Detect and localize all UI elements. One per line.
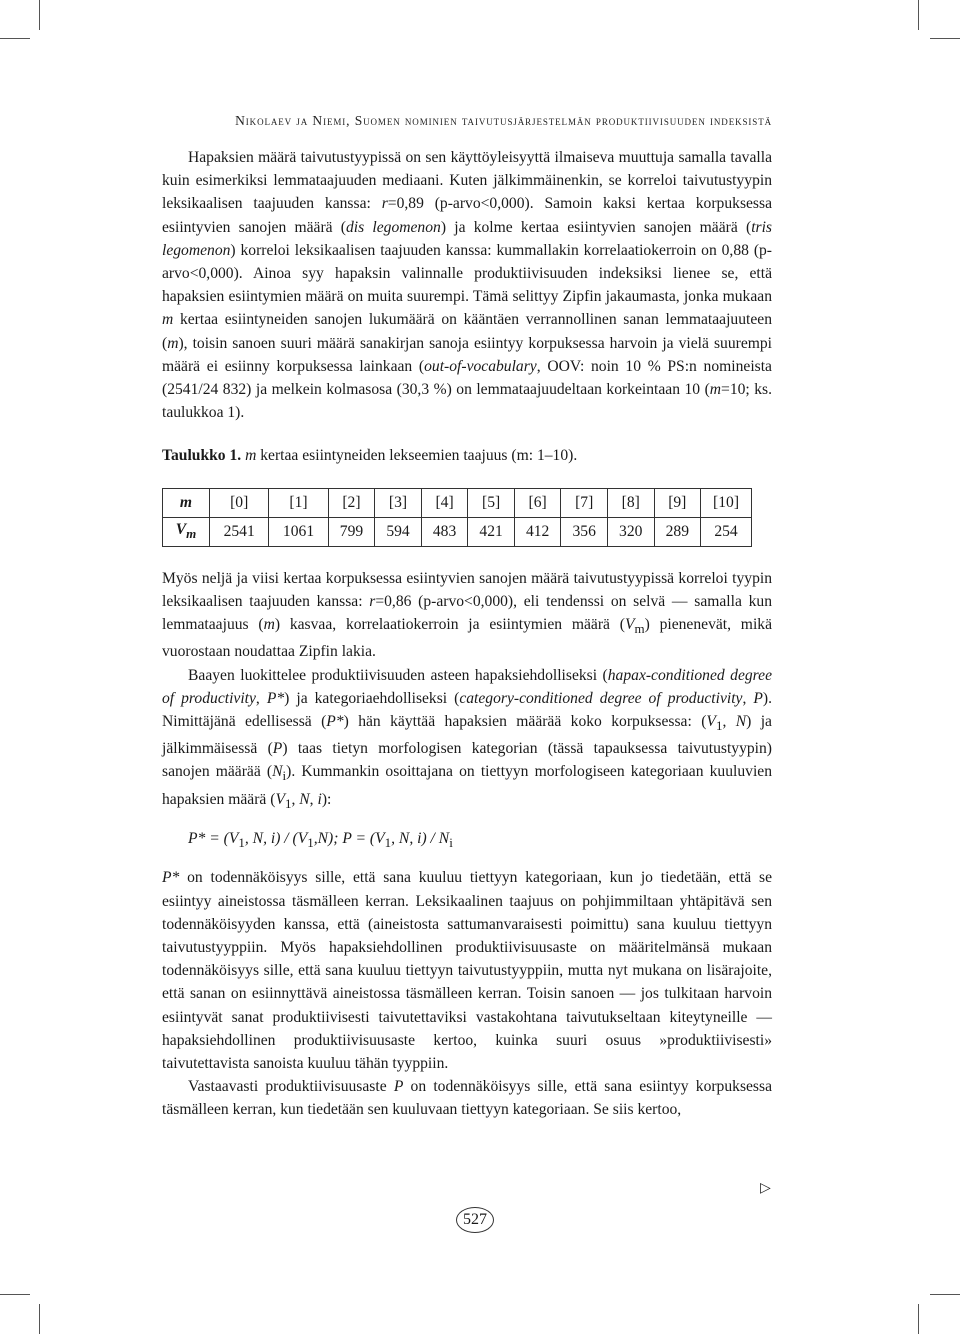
page-number: 527 [456,1207,494,1233]
crop-mark-top-right-v [918,0,919,30]
table-cell: 1061 [269,517,328,546]
table-cell: 356 [561,517,608,546]
paragraph-hapax-correlation: Hapaksien määrä taivutustyypissä on sen käyttöyleisyyttä ilmaiseva muuttuja samalla tavalla kuin esimerkiksi lemmataajuuden mediaani. Kuten jälkimmäinenkin, se korreloi taivutustyypin leksikaalisen taajuuden kanssa: r=0,89 (p-arvo<0,000). Samoin kaksi kertaa korpuksessa esiintyvien sanojen määrä (dis legomenon) ja kolme kertaa esiintyvien sanojen määrä (tris legomenon) korreloi leksikaalisen taajuuden kanssa: kummallakin korrelaatiokerroin on 0,88 (p-arvo<0,000). Ainoa syy hapaksin valinnalle produktiivisuuden indeksiksi lienee se, että hapaksien esiintymien määrä on muita suurempi. Tämä selittyy Zipfin jakaumasta, jonka mukaan m kertaa esiintyneiden sanojen lukumäärä on kääntäen verrannollinen sanan lemmataajuuteen (m), toisin sanoen suuri määrä sanakirjan sanoja esiintyy korpuksessa harvoin ja vielä suurempi määrä ei esiinny korpuksessa lainkaan (out-of-vocabulary, OOV: noin 10 % PS:n nomineista (2541/24 832) ja melkein kolmasosa (30,3 %) on lemmataajuudeltaan korkeintaan 10 (m=10; ks. taulukkoa 1). [162,149,773,422]
table-cell: [8] [607,488,654,517]
paragraph-baayen: Baayen luokittelee produktiivisuuden asteen hapaksiehdolliseksi (hapax-conditioned degree of productivity, P*) ja kategoriaehdolliseksi (category-conditioned degree of productivity, P). Nimittäjänä edellisessä (P*) hän käyttää hapaksien määrää koko korpuksessa: ($V_1$, N) ja jälkimmäisessä (P) taas tietyn morfologisen kategorian (tässä tapauksessa taivutustyypin) sanojen määrää $(N_i)$. Kummankin osoittajana on tiettyyn morfologiseen kategoriaan kuuluvien hapaksien määrä ($V_1$, N, i): [162,666,772,811]
table-cell: 289 [654,517,701,546]
table-row-m [163,488,752,517]
table-caption: Taulukko 1. m kertaa esiintyneiden lekseemien taajuus (m: 1–10). [162,447,578,465]
crop-mark-top-left-h [0,38,30,39]
table-cell: [9] [654,488,701,517]
crop-mark-bottom-right-v [918,1304,919,1334]
crop-mark-top-left-v [39,0,40,30]
table-cell: 421 [468,517,515,546]
table-cell: 254 [701,517,752,546]
formula: $P* = (V_1$, N, $i) / (V_1,N)$; $P = (V_1$, N, $i) / N_i$ [188,830,453,851]
crop-mark-top-right-h [930,38,960,39]
table-cell: 799 [328,517,375,546]
crop-mark-bottom-right-h [930,1294,960,1295]
table-cell: [10] [701,488,752,517]
table-cell: 594 [375,517,422,546]
row-head-m: m [163,488,210,517]
table-cell: 2541 [210,517,269,546]
table-cell: 483 [421,517,468,546]
crop-mark-bottom-left-v [39,1304,40,1334]
table-cell: 412 [514,517,561,546]
table-cell: 320 [607,517,654,546]
table-row-vm [163,517,752,546]
table-cell: [0] [210,488,269,517]
paragraph-pstar-definition: P* on todennäköisyys sille, että sana kuuluu tiettyyn kategoriaan, kun jo tiedetään, että se esiintyy aineistossa täsmälleen kerran. Leksikaalinen taajuus on pohjimmiltaan yhtäpitävä sen todennäköisyyden kanssa, että (aineistosta sattumanvaraisesti poimittu) sana kuuluu tiettyyn taivutustyyppiin. Myös hapaksiehdollinen produktiivisuusaste on määritelmänsä mukaan todennäköisyys sille, että sana kuuluu tiettyyn taivutustyyppiin, mutta nyt mukana on lisärajoite, että sanan on esiinnyttävä aineistossa täsmälleen kerran. Toisin sanoen — jos tulkitaan harvoin esiintyvät sanat produktiivisesti taivutettaviksi vastakohtana taivutukseltaan kiteytyneille — hapaksiehdollinen produktiivisuusaste kertoo, kuinka suuri osuus »produktiivisesti» taivutettavista sanoista kuuluu tähän tyyppiin. [162,869,772,1073]
table-cell: [4] [421,488,468,517]
frequency-table [162,488,752,547]
row-head-vm: $V_m$ [163,517,210,546]
table-cell: [6] [514,488,561,517]
article-body [162,146,772,1122]
table-cell: [7] [561,488,608,517]
crop-mark-bottom-left-h [0,1294,30,1295]
paragraph-four-five-correlation: Myös neljä ja viisi kertaa korpuksessa esiintyvien sanojen määrä taivutustyypissä korreloi tyypin leksikaalisen taajuuden kanssa: r=0,86 (p-arvo<0,000), eli tendenssi on selvä — samalla kun lemmataajuus (m) kasvaa, korrelaatiokerroin ja esiintymien määrä $(V_m)$ pienenevät, mikä vuorostaan noudattaa Zipfin lakia. [162,569,773,661]
table-cell: [2] [328,488,375,517]
table-cell: [5] [468,488,515,517]
table-cell: [3] [375,488,422,517]
next-page-arrow-icon: ▷ [760,1181,771,1196]
paragraph-p-definition: Vastaavasti produktiivisuusaste P on todennäköisyys sille, että sana esiintyy korpuksessa täsmälleen kerran, kun tiedetään sen kuuluvaan tiettyyn kategoriaan. Se siis kertoo, [162,1078,772,1119]
table-cell: [1] [269,488,328,517]
running-header: Nikolaev ja Niemi, Suomen nominien taivutusjärjestelmän produktiivisuuden indeksistä [235,113,772,128]
